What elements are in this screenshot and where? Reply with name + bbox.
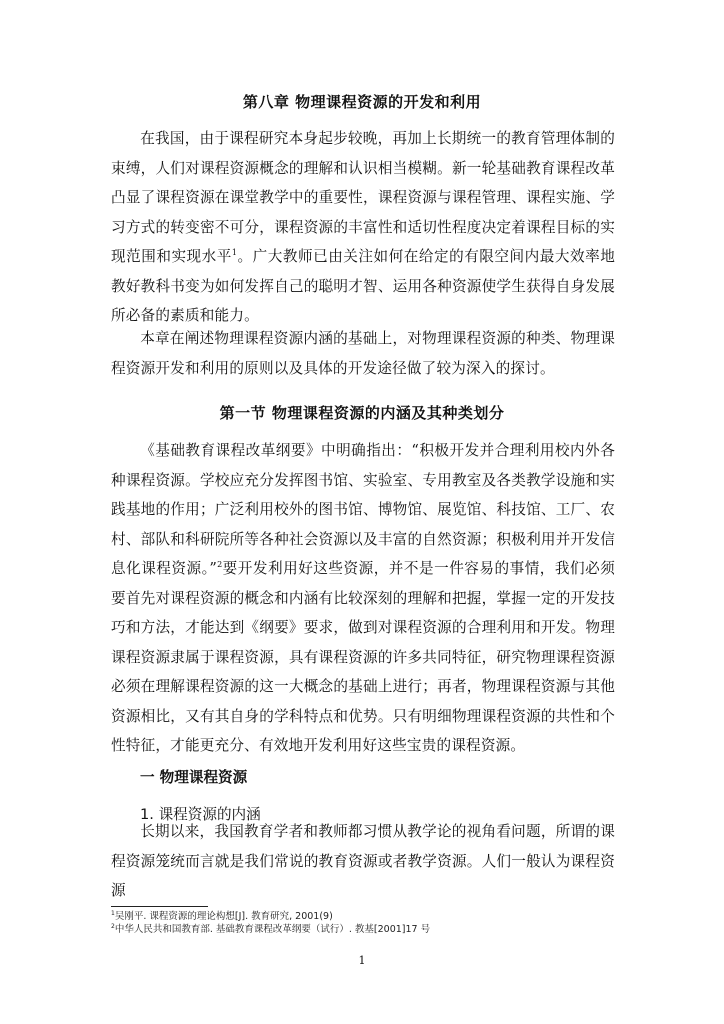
footnote-1-mark: 1 [111,910,115,917]
footnote-2-mark: 2 [111,923,115,930]
chapter-title: 第八章 物理课程资源的开发和利用 [242,93,482,111]
paragraph-outline-quote [111,436,615,761]
subheading-level2: 1. 课程资源的内涵 [140,806,261,823]
paragraph-intro [111,124,615,331]
footnote-2 [111,924,430,936]
page-number: 1 [358,954,366,967]
footnote-ref-1[interactable]: 1 [231,248,238,257]
paragraph-intro-text: 在我国，由于课程研究本身起步较晚，再加上长期统一的教育管理体制的束缚，人们对课程资源概念的理解和认识相当模糊。新一轮基础教育课程改革凸显了课程资源在课堂教学中的重要性，课程资源与课程管理、课程实施、学习方式的转变密不可分，课程资源的丰富性和适切性程度决定着课程目标的实现范围和实现水平 [111,130,615,265]
paragraph-resource-definition: 长期以来，我国教育学者和教师都习惯从教学论的视角看问题，所谓的课程资源笼统而言就是我们常说的教育资源或者教学资源。人们一般认为课程资源 [111,823,615,899]
footnote-divider [111,906,208,907]
footnote-1-text: 吴刚平. 课程资源的理论构想[J]. 教育研究, 2001(9) [114,911,333,922]
paragraph-outline-quote-text: 《基础教育课程改革纲要》中明确指出：“积极开发并合理利用校内外各种课程资源。学校应充分发挥图书馆、实验室、专用教室及各类教学设施和实践基地的作用；广泛利用校外的图书馆、博物馆、展览馆、科技馆、工厂、农村、部队和科研院所等各种社会资源以及丰富的自然资源；积极利用并开发信息化课程资源。” [111,442,615,577]
section-title: 第一节 物理课程资源的内涵及其种类划分 [219,404,505,422]
footnote-ref-2[interactable]: 2 [217,560,223,569]
paragraph-chapter-summary: 本章在阐述物理课程资源内涵的基础上，对物理课程资源的种类、物理课程资源开发和利用的原则以及具体的开发途径做了较为深入的探讨。 [111,330,615,377]
footnote-1 [111,911,333,923]
subheading-level1: 一 物理课程资源 [140,769,248,786]
footnote-2-text: 中华人民共和国教育部. 基础教育课程改革纲要（试行）. 教基[2001]17 号 [114,924,431,935]
paragraph-outline-quote-tail: 要开发利用好这些资源，并不是一件容易的事情，我们必须要首先对课程资源的概念和内涵有比较深刻的理解和把握，掌握一定的开发技巧和方法，才能达到《纲要》要求，做到对课程资源的合理利用和开发。物理课程资源隶属于课程资源，具有课程资源的许多共同特征，研究物理课程资源必须在理解课程资源的这一大概念的基础上进行；再者，物理课程资源与其他资源相比，又有其自身的学科特点和优势。只有明细物理课程资源的共性和个性特征，才能更充分、有效地开发利用好这些宝贵的课程资源。 [111,560,616,754]
paragraph-intro-tail: 。广大教师已由关注如何在给定的有限空间内最大效率地教好教科书变为如何发挥自己的聪明才智、运用各种资源使学生获得自身发展所必备的素质和能力。 [111,248,615,324]
